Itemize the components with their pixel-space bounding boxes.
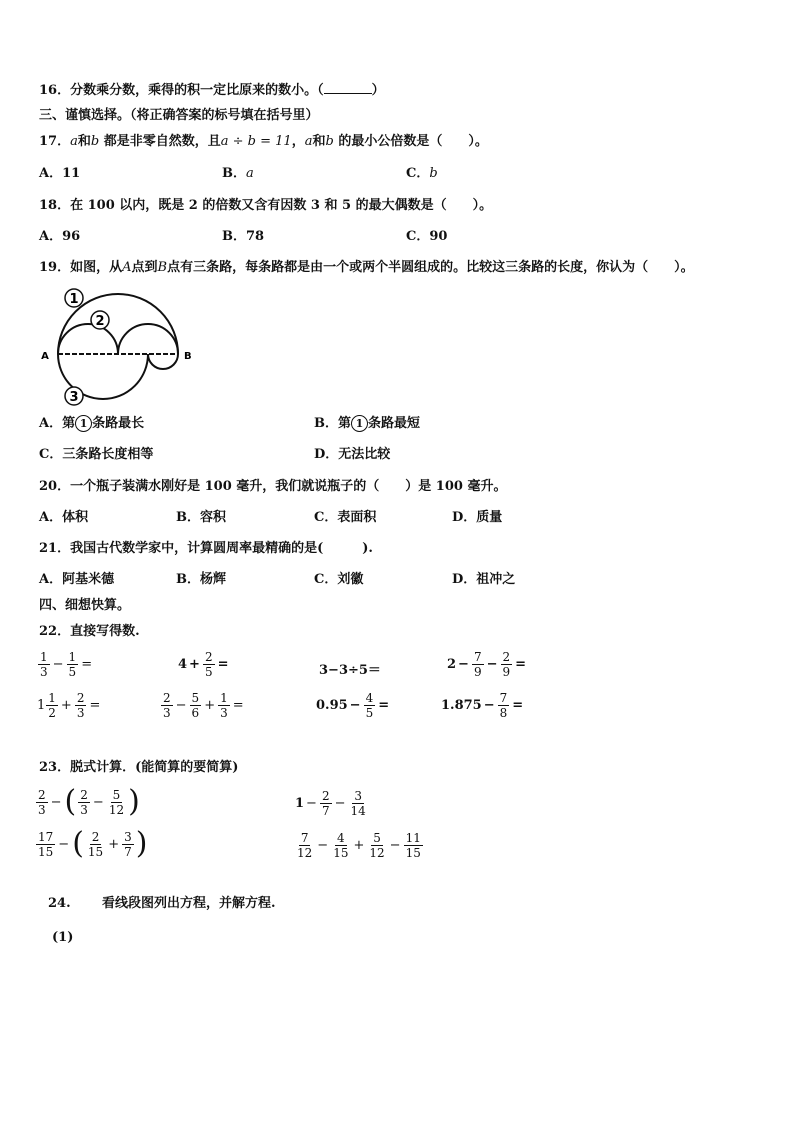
question-24-number: 24. — [48, 896, 71, 911]
q23-expr-1: $\frac{2}{3}$ − ( $\frac{2}{3}$ − $\frac{5}{12}$ ) — [38, 784, 140, 819]
q23-expr-3: $\frac{17}{15}$ − ( $\frac{2}{15}$ + $\frac{3}{7}$ ) — [38, 826, 148, 861]
circled-1-icon: 1 — [351, 415, 368, 432]
q22-expr-4: 2 − $\frac{7}{9}$ − $\frac{2}{9}$ = — [447, 650, 527, 679]
q17-option-a[interactable]: A．11 — [39, 166, 81, 181]
q21-option-c[interactable]: C．刘徽 — [314, 572, 364, 587]
q17-option-c[interactable]: C．b — [406, 166, 438, 181]
question-17: 17．a和b 都是非零自然数，且a ÷ b = 11，a和b 的最小公倍数是（ ）。 — [39, 134, 488, 149]
q22-expr-1: $\frac{1}{3}$ − $\frac{1}{5}$ = — [40, 650, 93, 679]
question-16: 16．分数乘分数，乘得的积一定比原来的数小。（ ） — [39, 83, 385, 98]
question-20: 20．一个瓶子装满水刚好是 100 毫升，我们就说瓶子的（ ）是 100 毫升。 — [39, 479, 507, 494]
q22-expr-5: 1 $\frac{1}{2}$ + $\frac{2}{3}$ = — [37, 691, 101, 720]
section-4-heading: 四、细想快算。 — [39, 598, 131, 613]
label-1: 1 — [69, 292, 79, 307]
q23-expr-2: 1 − $\frac{2}{7}$ − $\frac{3}{14}$ — [295, 789, 366, 818]
answer-blank[interactable] — [324, 81, 372, 94]
q21-option-d[interactable]: D．祖冲之 — [452, 572, 516, 587]
section-3-heading: 三、谨慎选择。（将正确答案的标号填在括号里） — [39, 108, 319, 123]
path-2-small-semicircles — [58, 324, 178, 354]
q21-option-a[interactable]: A．阿基米德 — [39, 572, 115, 587]
q18-option-c[interactable]: C．90 — [406, 229, 448, 244]
q19-option-d[interactable]: D．无法比较 — [314, 447, 391, 462]
label-b: B — [184, 351, 192, 362]
question-18: 18．在 100 以内，既是 2 的倍数又含有因数 3 和 5 的最大偶数是（ ）。 — [39, 198, 493, 213]
circled-1-icon: 1 — [75, 415, 92, 432]
q22-expr-8: 1.875 − $\frac{7}{8}$ = — [441, 691, 524, 720]
q19-option-b[interactable]: B．第 1 条路最短 — [314, 416, 421, 431]
question-21: 21．我国古代数学家中，计算圆周率最精确的是( ). — [39, 541, 373, 556]
q23-expr-4: $\frac{7}{12}$ − $\frac{4}{15}$ + $\frac{5}{12}$ − $\frac{11}{15}$ — [297, 831, 421, 860]
q20-option-d[interactable]: D．质量 — [452, 510, 503, 525]
q21-option-b[interactable]: B．杨辉 — [176, 572, 226, 587]
question-24-text: 看线段图列出方程，并解方程. — [102, 896, 276, 911]
q17-option-b[interactable]: B．a — [222, 166, 254, 181]
q22-expr-2: 4 + $\frac{2}{5}$ = — [178, 650, 229, 679]
semicircle-paths-figure — [38, 286, 198, 410]
q20-option-b[interactable]: B．容积 — [176, 510, 226, 525]
q22-expr-6: $\frac{2}{3}$ − $\frac{5}{6}$ + $\frac{1}{3}$ = — [163, 691, 244, 720]
question-19: 19．如图，从A点到B点有三条路，每条路都是由一个或两个半圆组成的。比较这三条路的长度，你认为（ ）。 — [39, 260, 694, 275]
q20-option-a[interactable]: A．体积 — [39, 510, 89, 525]
label-a: A — [41, 351, 49, 362]
label-2: 2 — [95, 314, 105, 329]
q18-option-b[interactable]: B．78 — [222, 229, 265, 244]
q22-expr-3: 3−3÷5＝ — [319, 663, 381, 678]
q19-option-a[interactable]: A．第 1 条路最长 — [39, 416, 145, 431]
q19-option-c[interactable]: C．三条路长度相等 — [39, 447, 154, 462]
q20-option-c[interactable]: C．表面积 — [314, 510, 377, 525]
question-23-title: 23．脱式计算．(能简算的要简算) — [39, 760, 239, 775]
question-24-sub-1: (1) — [52, 930, 74, 945]
label-3: 3 — [69, 390, 79, 405]
q18-option-a[interactable]: A．96 — [39, 229, 81, 244]
question-22-title: 22．直接写得数. — [39, 624, 140, 639]
q22-expr-7: 0.95 − $\frac{4}{5}$ = — [316, 691, 390, 720]
